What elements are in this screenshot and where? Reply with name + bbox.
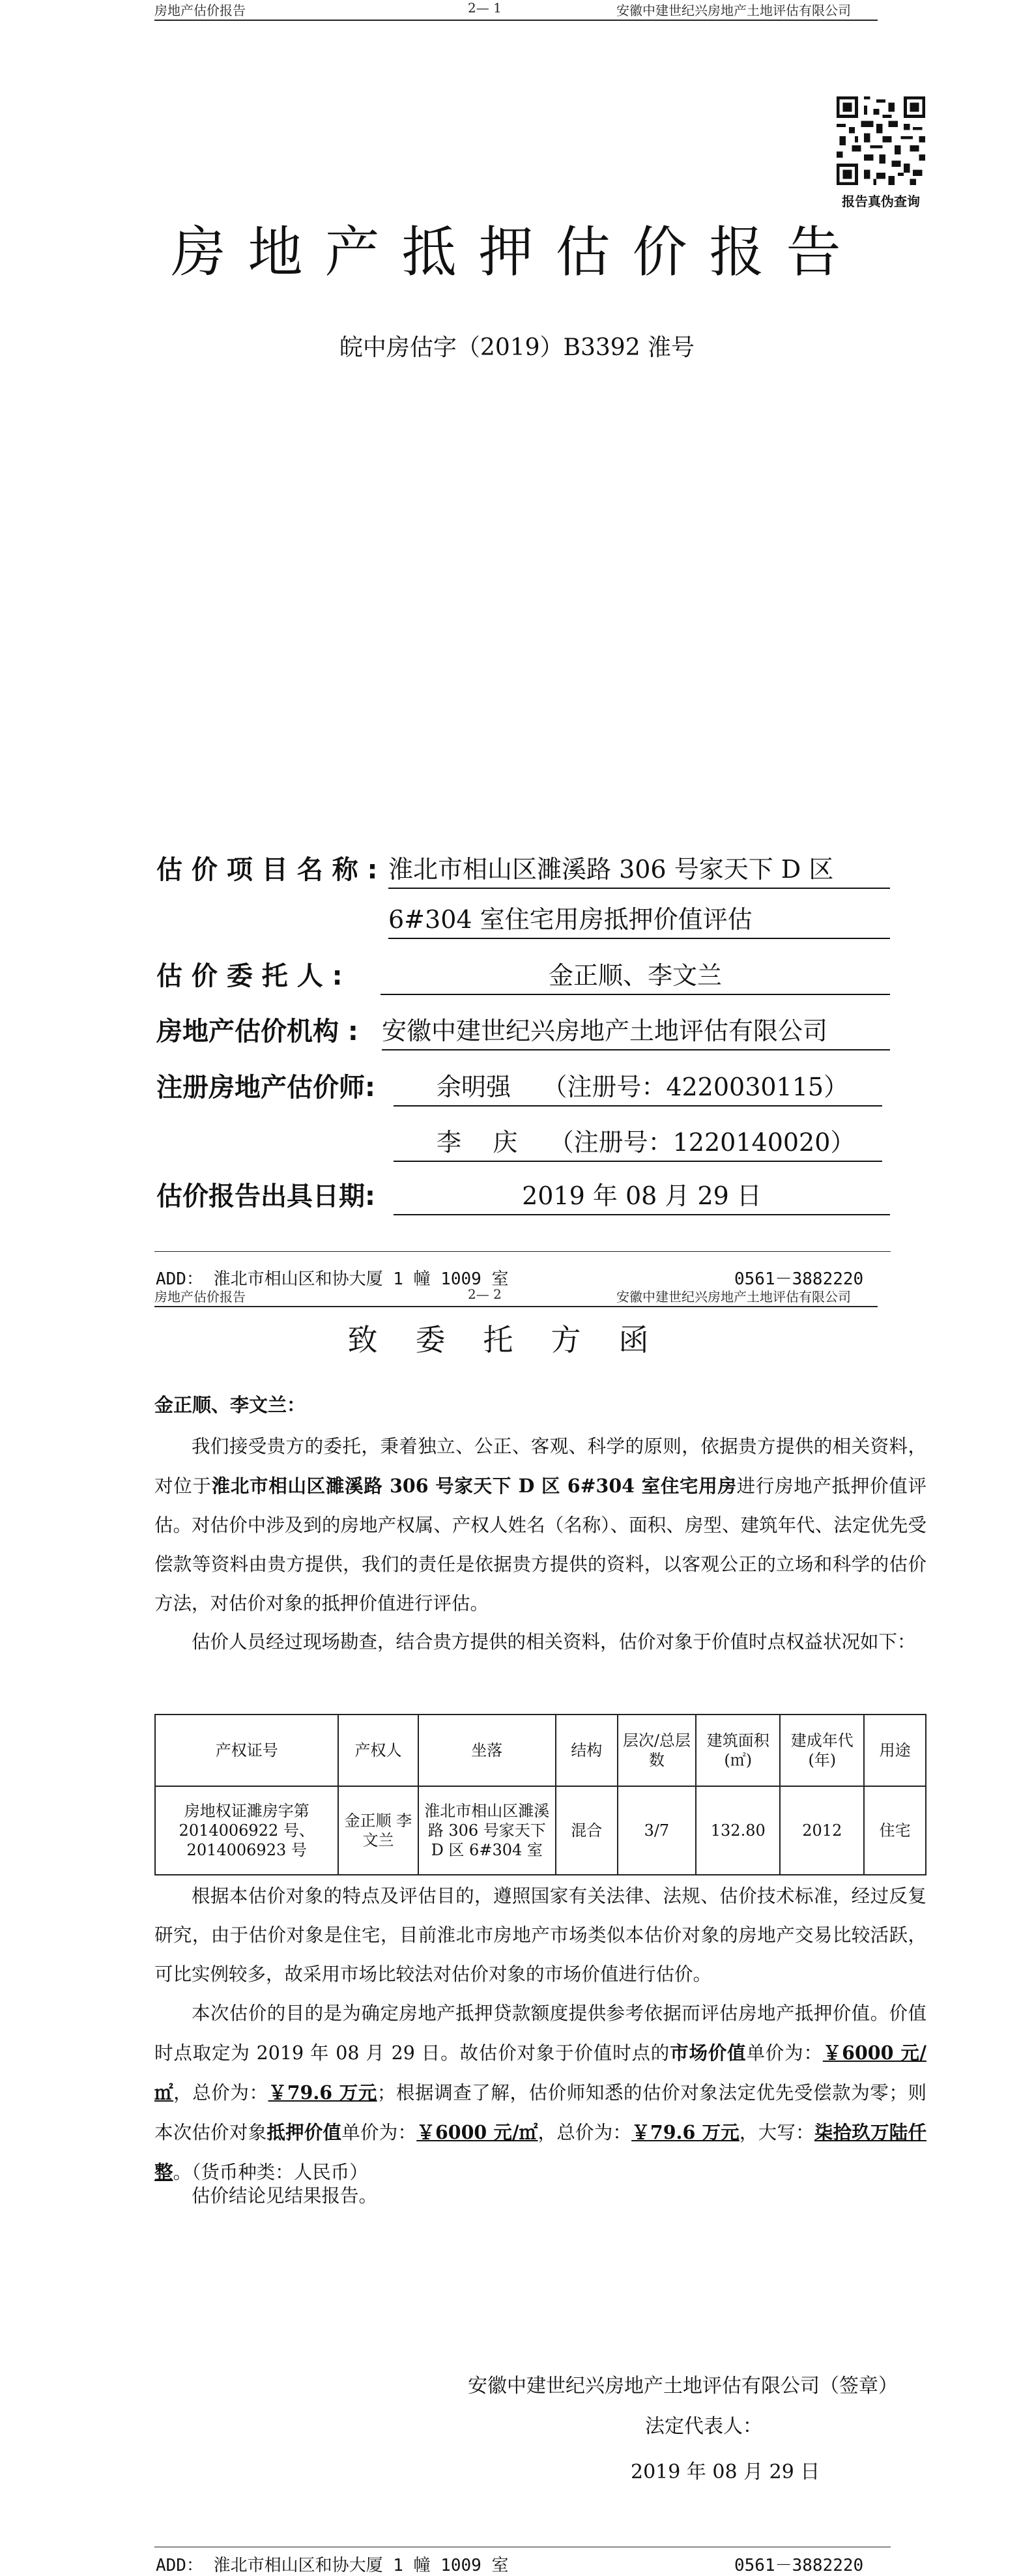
label-project-name: 估 价 项 目 名 称 : (156, 855, 378, 885)
value-appraiser-2: 李 庆 （注册号：1220140020） (394, 1122, 882, 1162)
table-cell-structure: 混合 (556, 1786, 618, 1875)
label-client: 估 价 委 托 人 : (156, 961, 343, 991)
property-rights-table (154, 1714, 926, 1875)
page2-footer-phone: 0561－3882220 (734, 2556, 864, 2575)
letter-paragraph-2: 估价人员经过现场勘查，结合贵方提供的相关资料，估价对象于价值时点权益状况如下： (192, 1631, 916, 1653)
value-project-name-line2: 6#304 室住宅用房抵押价值评估 (388, 899, 890, 939)
table-cell-year: 2012 (780, 1786, 864, 1875)
letter-paragraph-1: 我们接受贵方的委托，秉着独立、公正、客观、科学的原则，依据贵方提供的相关资料，对位于淮北市相山区濉溪路 306 号家天下 D 区 6#304 室住宅用房进行房地产抵押价值评估。对估价中涉及到的房地产权属、产权人姓名（名称）、面积、房型、建筑年代、法定优先受偿款等资料由贵方提供，我们的责任是依据贵方提供的资料，以客观公正的立场和科学的估价方法，对估价对象的抵押价值进行评估。 (154, 1436, 926, 1614)
page2-footer-address: ADD： 淮北市相山区和协大厦 1 幢 1009 室 (156, 2556, 509, 2575)
value-project-name-line1: 淮北市相山区濉溪路 306 号家天下 D 区 (388, 849, 890, 889)
table-header-cell: 层次/总层数 (618, 1715, 696, 1786)
signature-company: 安徽中建世纪兴房地产土地评估有限公司（签章） (468, 2375, 898, 2397)
page2-header-page-number: 2— 2 (468, 1286, 502, 1302)
page1-footer-phone: 0561－3882220 (734, 1269, 864, 1289)
letter-salutation: 金正顺、李文兰： (154, 1394, 306, 1416)
page1-header-left: 房地产估价报告 (154, 3, 246, 18)
letter-paragraph-3: 根据本估价对象的特点及评估目的，遵照国家有关法律、法规、估价技术标准，经过反复研究，由于估价对象是住宅，目前淮北市房地产市场类似本估价对象的房地产交易比较活跃，可比实例较多，故采用市场比较法对估价对象的市场价值进行估价。 (154, 1885, 926, 1985)
page1-footer-address: ADD： 淮北市相山区和协大厦 1 幢 1009 室 (156, 1269, 509, 1289)
signature-legal-rep: 法定代表人： (645, 2415, 762, 2438)
value-appraiser-1: 余明强 （注册号：4220030115） (394, 1067, 882, 1107)
qr-caption: 报告真伪查询 (842, 194, 920, 209)
table-header-cell: 建成年代(年) (780, 1715, 864, 1786)
table-header-row (155, 1715, 926, 1786)
table-header-cell: 结构 (556, 1715, 618, 1786)
table-header-cell: 产权证号 (155, 1715, 338, 1786)
letter-paragraph-5: 估价结论见结果报告。 (192, 2185, 378, 2207)
table-header-cell: 建筑面积(㎡) (696, 1715, 780, 1786)
letter-title: 致委托方函 (347, 1322, 687, 1357)
table-header-cell: 用途 (864, 1715, 926, 1786)
table-cell-use: 住宅 (864, 1786, 926, 1875)
page1-header-rule (154, 20, 878, 21)
page1-header-right: 安徽中建世纪兴房地产土地评估有限公司 (616, 3, 851, 18)
label-issue-date: 估价报告出具日期: (156, 1181, 375, 1211)
table-cell-area: 132.80 (696, 1786, 780, 1875)
page2-header-rule (154, 1306, 878, 1307)
report-number: 皖中房估字（2019）B3392 淮号 (339, 334, 695, 361)
table-cell-floor: 3/7 (618, 1786, 696, 1875)
value-agency: 安徽中建世纪兴房地产土地评估有限公司 (382, 1011, 890, 1050)
page2-header-right: 安徽中建世纪兴房地产土地评估有限公司 (616, 1289, 851, 1305)
value-issue-date: 2019 年 08 月 29 日 (394, 1176, 890, 1215)
value-client: 金正顺、李文兰 (381, 955, 890, 995)
letter-paragraph-4: 本次估价的目的是为确定房地产抵押贷款额度提供参考依据而评估房地产抵押价值。价值时点取定为 2019 年 08 月 29 日。故估价对象于价值时点的市场价值单价为：￥6000 元/㎡，总价为：￥79.6 万元；根据调查了解，估价师知悉的估价对象法定优先受偿款为零；则本次估价对象抵押价值单价为：￥6000 元/㎡，总价为：￥79.6 万元，大写：柒拾玖万陆仟整。（货币种类：人民币） (154, 2003, 926, 2183)
table-row (155, 1786, 926, 1875)
page2-header-left: 房地产估价报告 (154, 1289, 246, 1305)
table-header-cell: 坐落 (418, 1715, 556, 1786)
table-cell-location: 淮北市相山区濉溪路 306 号家天下 D 区 6#304 室 (418, 1786, 556, 1875)
page1-footer-rule (154, 1251, 891, 1252)
table-header-cell: 产权人 (338, 1715, 418, 1786)
table-cell-owner: 金正顺 李文兰 (338, 1786, 418, 1875)
page1-header-page-number: 2— 1 (468, 0, 502, 16)
table-cell-cert-no: 房地权证濉房字第 2014006922 号、2014006923 号 (155, 1786, 338, 1875)
qr-code-icon (837, 96, 925, 185)
signature-date: 2019 年 08 月 29 日 (631, 2461, 820, 2483)
label-agency: 房地产估价机构 : (156, 1017, 358, 1047)
report-title: 房地产抵押估价报告 (171, 220, 863, 284)
label-appraisers: 注册房地产估价师: (156, 1073, 375, 1103)
